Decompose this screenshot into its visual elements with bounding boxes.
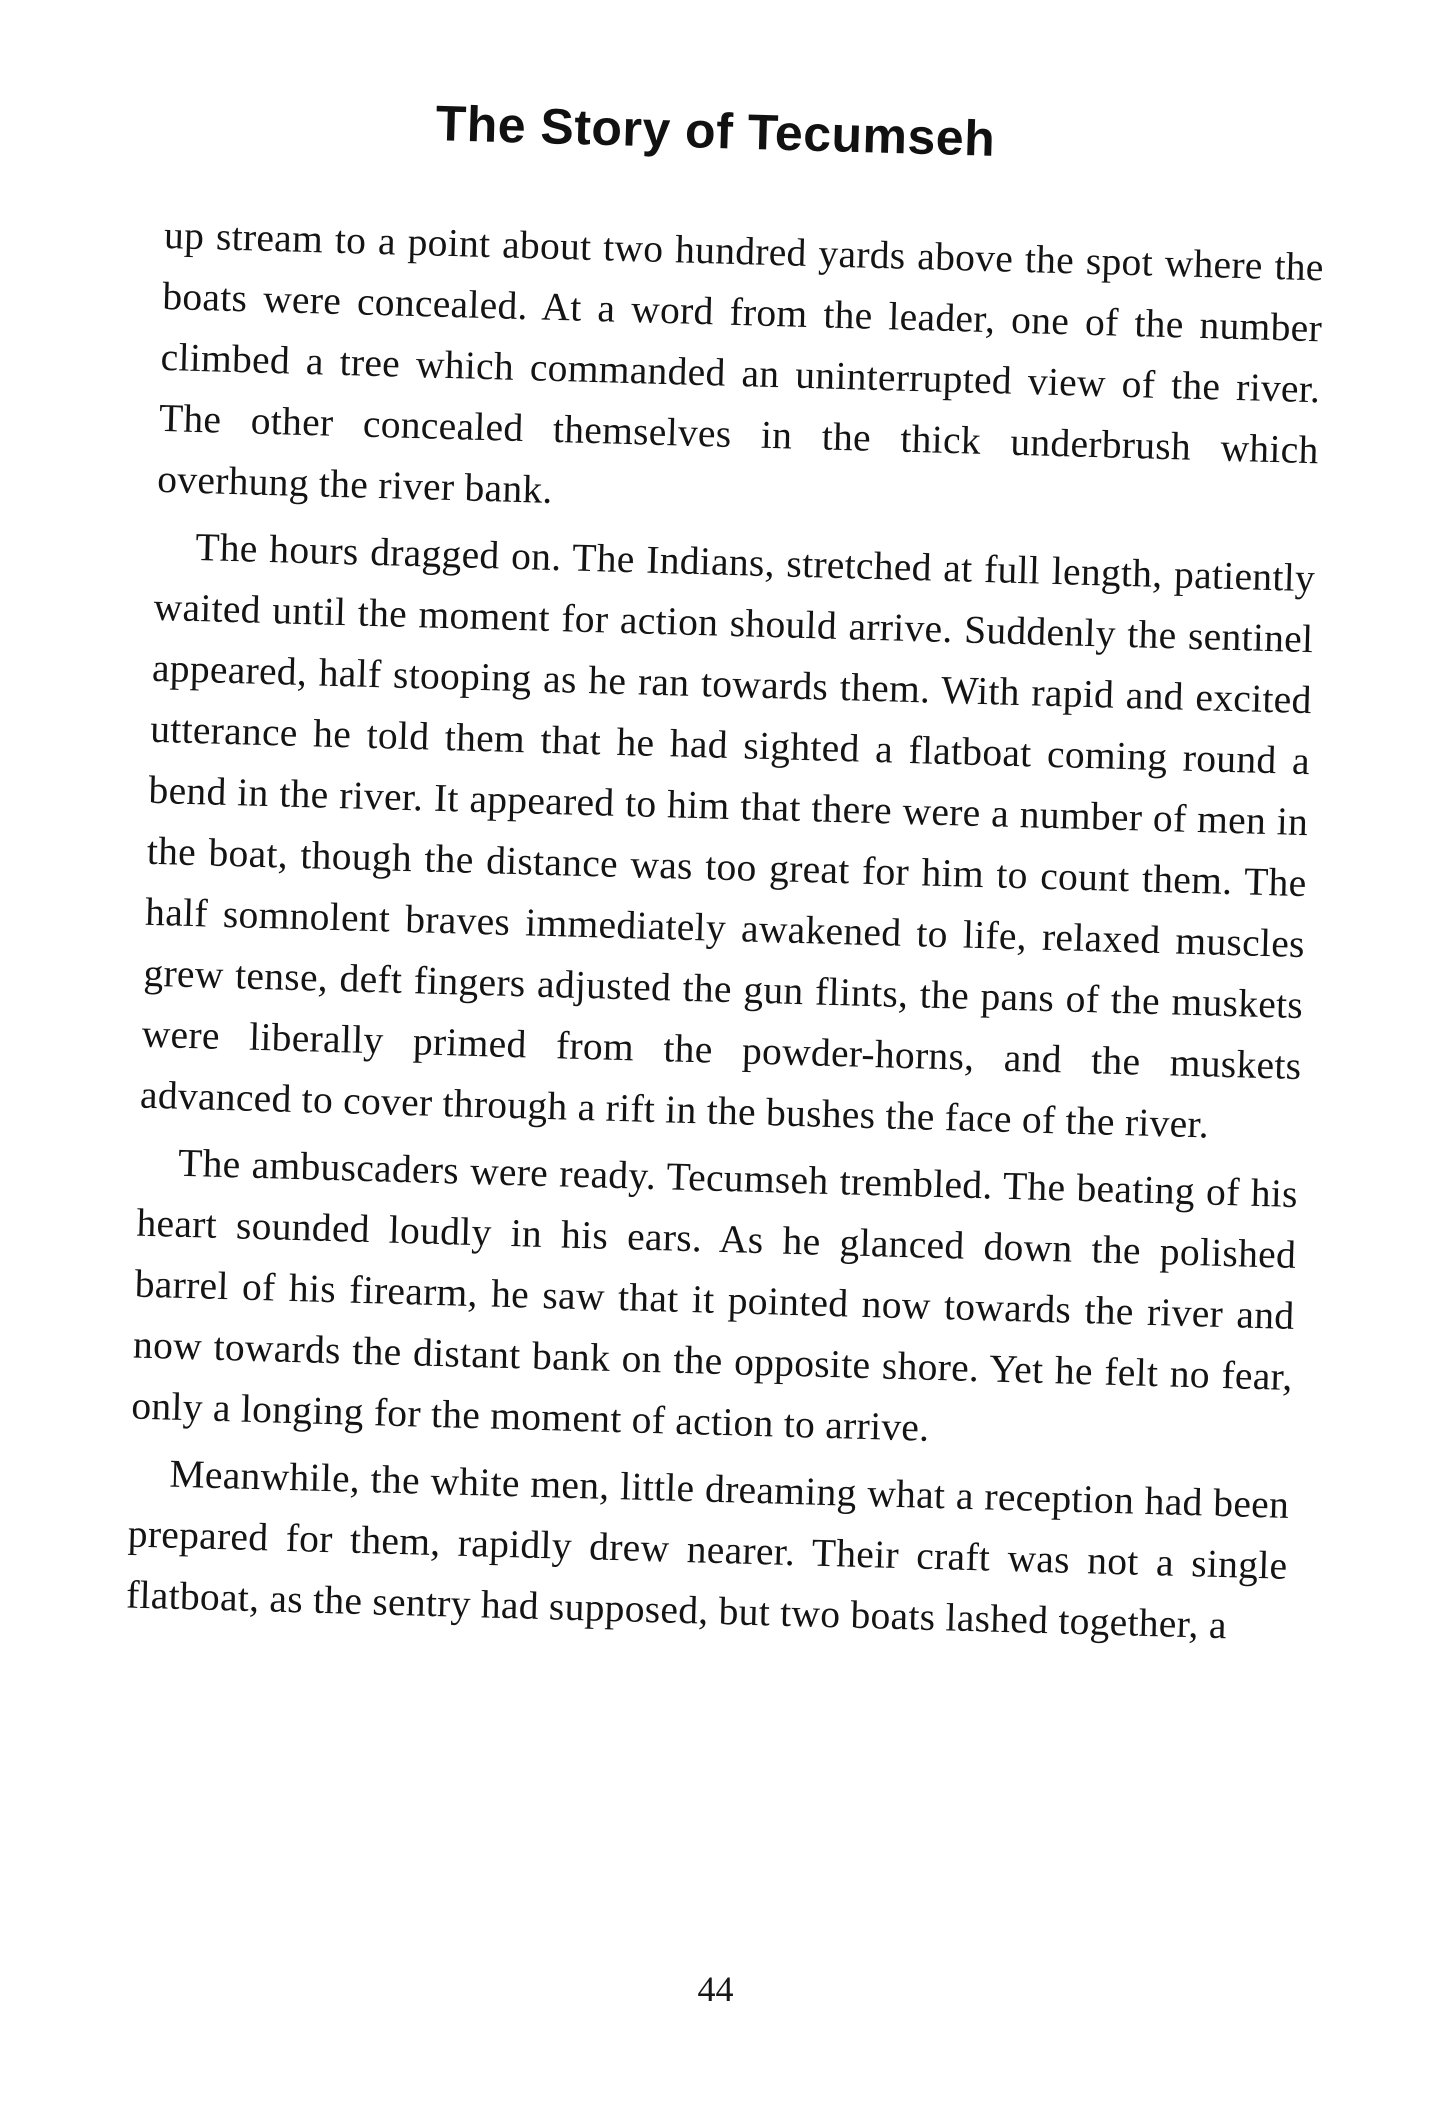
paragraph: The hours dragged on. The Indians, stretched at full length, patiently waited until the moment for action should arrive. Suddenly the sentinel appeared, half stooping as he ran towards them. With rapid and excited utterance he told them that he had sighted a flatboat coming round a bend in the river. It appeared to him that there were a number of men in the boat, though the distance was too great for him to count them. The half somnolent braves immediately awakened to life, relaxed muscles grew tense, deft fingers adjusted the gun flints, the pans of the muskets were liberally primed from the powder-horns, and the muskets advanced to cover through a rift in the bushes the face of the river.: [139, 524, 1316, 1147]
paragraph: The ambuscaders were ready. Tecumseh trembled. The beating of his heart sounded loudly in his ears. As he glanced down the polished barrel of his firearm, he saw that it pointed now towards the river and now towards the distant bank on the opposite shore. Yet he felt no fear, only a longing for the moment of action to arrive.: [130, 1140, 1299, 1450]
body-text: [125, 205, 1324, 1658]
paragraph: Meanwhile, the white men, little dreaming what a reception had been prepared for them, rapidly drew nearer. Their craft was not a single flatboat, as the sentry had supposed, but two boats lashed together, a: [125, 1451, 1290, 1648]
running-title: The Story of Tecumseh: [434, 95, 997, 167]
page-number: 44: [697, 1969, 734, 2009]
paragraph-continued: up stream to a point about two hundred yards above the spot where the boats were concealed. At a word from the leader, one of the number climbed a tree which commanded an uninterrupted view of the river. The other concealed themselves in the thick underbrush which overhung the river bank.: [156, 212, 1325, 512]
